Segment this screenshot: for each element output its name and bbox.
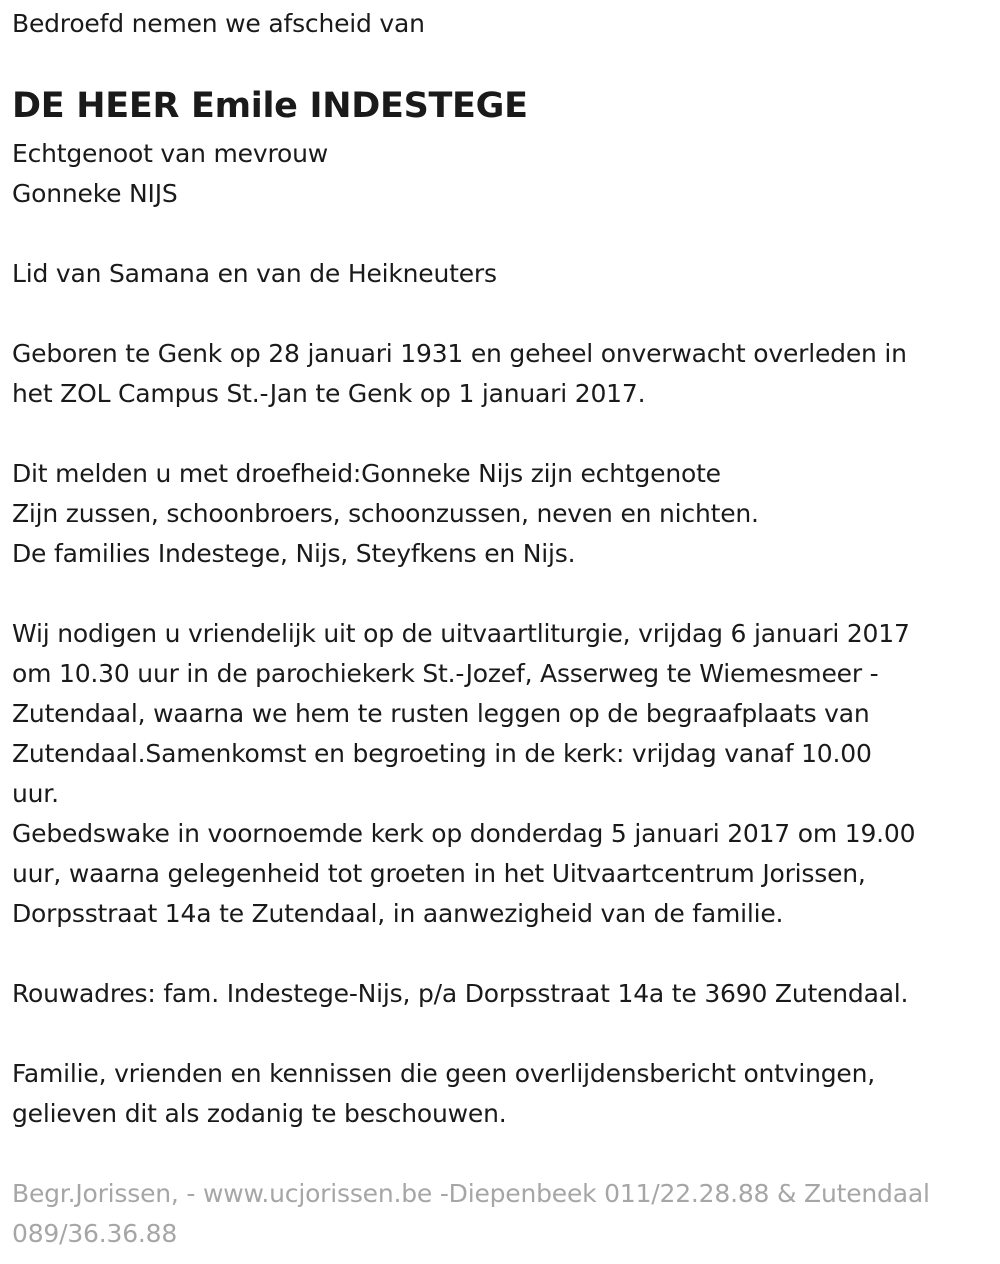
spouse-block	[12, 134, 328, 214]
mourning-address: Rouwadres: fam. Indestege-Nijs, p/a Dorpsstraat 14a te 3690 Zutendaal.	[12, 979, 909, 1008]
mourners-line: Dit melden u met droefheid:Gonneke Nijs zijn echtgenote	[12, 459, 721, 488]
spouse-line: Echtgenoot van mevrouw	[12, 139, 328, 168]
service-line: Zutendaal.Samenkomst en begroeting in de kerk: vrijdag vanaf 10.00	[12, 739, 872, 768]
footer-line: 089/36.36.88	[12, 1219, 178, 1248]
service-line: Zutendaal, waarna we hem te rusten leggen op de begraafplaats van	[12, 699, 870, 728]
mourners-block	[12, 454, 759, 574]
intro-text: Bedroefd nemen we afscheid van	[12, 9, 425, 38]
closing-note-line: Familie, vrienden en kennissen die geen overlijdensbericht ontvingen,	[12, 1059, 876, 1088]
vigil-line: uur, waarna gelegenheid tot groeten in het Uitvaartcentrum Jorissen,	[12, 859, 866, 888]
birth-death-line: het ZOL Campus St.-Jan te Genk op 1 januari 2017.	[12, 379, 646, 408]
vigil-line: Gebedswake in voornoemde kerk op donderdag 5 januari 2017 om 19.00	[12, 819, 916, 848]
service-line: Wij nodigen u vriendelijk uit op de uitvaartliturgie, vrijdag 6 januari 2017	[12, 619, 910, 648]
birth-death-line: Geboren te Genk op 28 januari 1931 en geheel onverwacht overleden in	[12, 339, 907, 368]
closing-note-block	[12, 1054, 875, 1134]
mourners-line: Zijn zussen, schoonbroers, schoonzussen, neven en nichten.	[12, 499, 759, 528]
birth-death-block	[12, 334, 907, 414]
funeral-service-block	[12, 614, 915, 934]
footer-line: Begr.Jorissen, - www.ucjorissen.be -Diepenbeek 011/22.28.88 & Zutendaal	[12, 1179, 930, 1208]
service-line: uur.	[12, 779, 59, 808]
membership-line: Lid van Samana en van de Heikneuters	[12, 259, 497, 288]
deceased-name: DE HEER Emile INDESTEGE	[12, 86, 528, 126]
vigil-line: Dorpsstraat 14a te Zutendaal, in aanwezigheid van de familie.	[12, 899, 784, 928]
funeral-home-footer	[12, 1174, 930, 1254]
closing-note-line: gelieven dit als zodanig te beschouwen.	[12, 1099, 507, 1128]
spouse-name: Gonneke NIJS	[12, 179, 178, 208]
mourners-line: De families Indestege, Nijs, Steyfkens en Nijs.	[12, 539, 576, 568]
mourning-address-block	[12, 974, 908, 1014]
service-line: om 10.30 uur in de parochiekerk St.-Jozef, Asserweg te Wiemesmeer -	[12, 659, 879, 688]
membership-block	[12, 254, 497, 294]
